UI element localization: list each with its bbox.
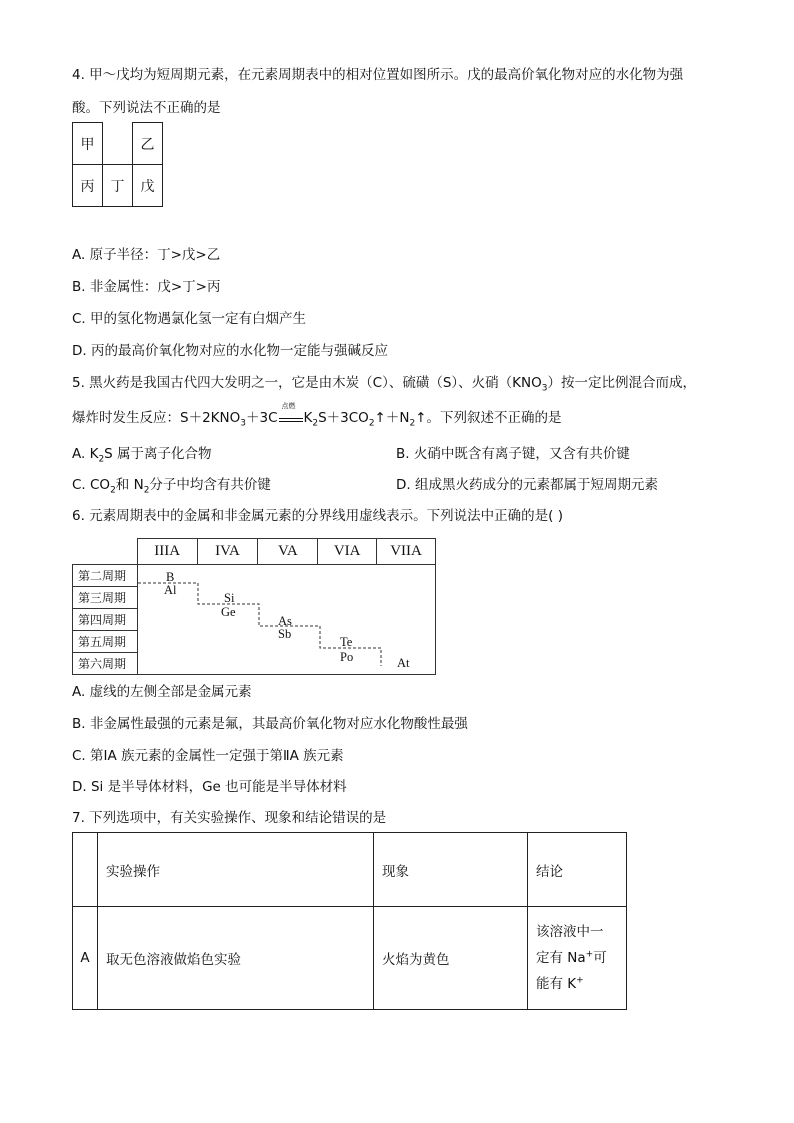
q7-header-operation: 实验操作 [98, 833, 374, 907]
pt-header-iiia: IIIA [137, 539, 197, 565]
q7-conclusion-line: 该溶液中一 [536, 924, 604, 940]
q5-stem-text: 5. 黑火药是我国古代四大发明之一，它是由木炭（C）、硫磺（S）、火硝（KNO [72, 375, 542, 391]
pt-header-va: VA [258, 539, 318, 565]
q5-reaction-text: 爆炸时发生反应：S＋2KNO [72, 410, 241, 426]
periodic-table-figure [72, 538, 436, 670]
q4-option-a: A. 原子半径：丁>戊>乙 [72, 247, 221, 263]
q5-subscript: 3 [541, 383, 548, 394]
q5-stem-line1 [72, 374, 696, 392]
element-si: Si [224, 591, 235, 605]
q7-stem: 7. 下列选项中，有关实验操作、现象和结论错误的是 [72, 810, 387, 826]
q5-reaction-text: ＋3C [245, 410, 278, 426]
q4-cell-ding: 丁 [103, 165, 133, 207]
q7-header-blank [73, 833, 98, 907]
pt-header-iva: IVA [197, 539, 258, 565]
q6-option-b: B. 非金属性最强的元素是氟，其最高价氧化物对应水化物酸性最强 [72, 716, 468, 732]
pt-period-6: 第六周期 [73, 653, 138, 675]
pt-period-2: 第二周期 [73, 565, 138, 587]
q5-option-b: B. 火硝中既含有离子键，又含有共价键 [396, 446, 630, 462]
q5-option-d: D. 组成黑火药成分的元素都属于短周期元素 [396, 477, 658, 493]
pt-header-viia: VIIA [377, 539, 436, 565]
q5-option-a [72, 445, 212, 463]
q5-option-a-text: A. K [72, 446, 99, 462]
pt-period-3: 第三周期 [73, 587, 138, 609]
q5-option-a-text: S 属于离子化合物 [104, 446, 212, 462]
q7-row-a-conclusion [528, 907, 627, 1010]
q5-reaction-text: K [303, 410, 313, 426]
q5-option-c [72, 476, 271, 494]
q7-row-a-label: A [73, 907, 98, 1010]
q4-cell-jia: 甲 [73, 123, 103, 165]
metal-nonmetal-boundary [72, 538, 436, 670]
q4-stem-line2: 酸。下列说法不正确的是 [72, 100, 221, 116]
q4-stem-line1: 4. 甲～戊均为短周期元素，在元素周期表中的相对位置如图所示。戊的最高价氧化物对应的水化物为强 [72, 67, 684, 83]
ignite-label: 点燃 [281, 402, 296, 410]
q7-conclusion-text: 定有 Na [536, 950, 586, 966]
q5-subscript: 2 [409, 418, 416, 429]
element-sb: Sb [278, 627, 292, 641]
q4-cell-yi: 乙 [133, 123, 163, 165]
q4-option-c: C. 甲的氢化物遇氯化氢一定有白烟产生 [72, 311, 307, 327]
element-ge: Ge [221, 605, 236, 619]
q5-option-c-text: C. CO [72, 477, 111, 493]
q7-superscript: + [576, 975, 584, 986]
q5-option-c-text: 和 N [115, 477, 144, 493]
q5-reaction-line [72, 402, 562, 429]
pt-header-via: VIA [318, 539, 377, 565]
q4-option-b: B. 非金属性：戊>丁>丙 [72, 279, 221, 295]
q7-header-phenomenon: 现象 [374, 833, 528, 907]
q5-reaction-text: ↑＋N [374, 410, 410, 426]
q4-cell-empty [103, 123, 133, 165]
q5-stem-text: ）按一定比例混合而成， [547, 375, 696, 391]
q6-option-c: C. 第ⅠA 族元素的金属性一定强于第ⅡA 族元素 [72, 748, 344, 764]
q5-reaction-text: S＋3CO [318, 410, 369, 426]
q5-option-c-text: 分子中均含有共价键 [149, 477, 271, 493]
q4-option-d: D. 丙的最高价氧化物对应的水化物一定能与强碱反应 [72, 343, 388, 359]
q5-subscript: 2 [110, 485, 116, 496]
q4-cell-wu: 戊 [133, 165, 163, 207]
q6-stem: 6. 元素周期表中的金属和非金属元素的分界线用虚线表示。下列说法中正确的是( ) [72, 508, 563, 524]
q4-position-grid [72, 122, 163, 207]
q5-subscript: 3 [240, 418, 246, 429]
element-al: Al [164, 583, 177, 597]
element-b: B [166, 570, 175, 584]
q7-row-a-phenomenon: 火焰为黄色 [374, 907, 528, 1010]
element-at: At [397, 656, 410, 670]
q5-subscript: 2 [312, 418, 319, 429]
pt-period-5: 第五周期 [73, 631, 138, 653]
q7-conclusion-line [536, 945, 618, 971]
q7-conclusion-text: 可 [593, 950, 607, 966]
q6-option-a: A. 虚线的左侧全部是金属元素 [72, 684, 252, 700]
q7-header-conclusion: 结论 [528, 833, 627, 907]
q7-superscript: + [585, 949, 594, 960]
q5-reaction-text: ↑。下列叙述不正确的是 [415, 410, 562, 426]
element-po: Po [340, 650, 354, 664]
pt-period-4: 第四周期 [73, 609, 138, 631]
q7-conclusion-text: 能有 K [536, 976, 577, 992]
q7-conclusion-line [536, 971, 618, 997]
q4-cell-bing: 丙 [73, 165, 103, 207]
q6-option-d: D. Si 是半导体材料，Ge 也可能是半导体材料 [72, 779, 347, 795]
q5-subscript: 2 [143, 485, 150, 496]
q7-row-a-operation: 取无色溶液做焰色实验 [98, 907, 374, 1010]
element-as: As [278, 614, 292, 628]
q5-subscript: 2 [98, 454, 105, 465]
element-te: Te [340, 635, 353, 649]
ignite-arrow [278, 402, 304, 425]
q5-subscript: 2 [368, 418, 375, 429]
q7-experiment-table [72, 832, 627, 1010]
